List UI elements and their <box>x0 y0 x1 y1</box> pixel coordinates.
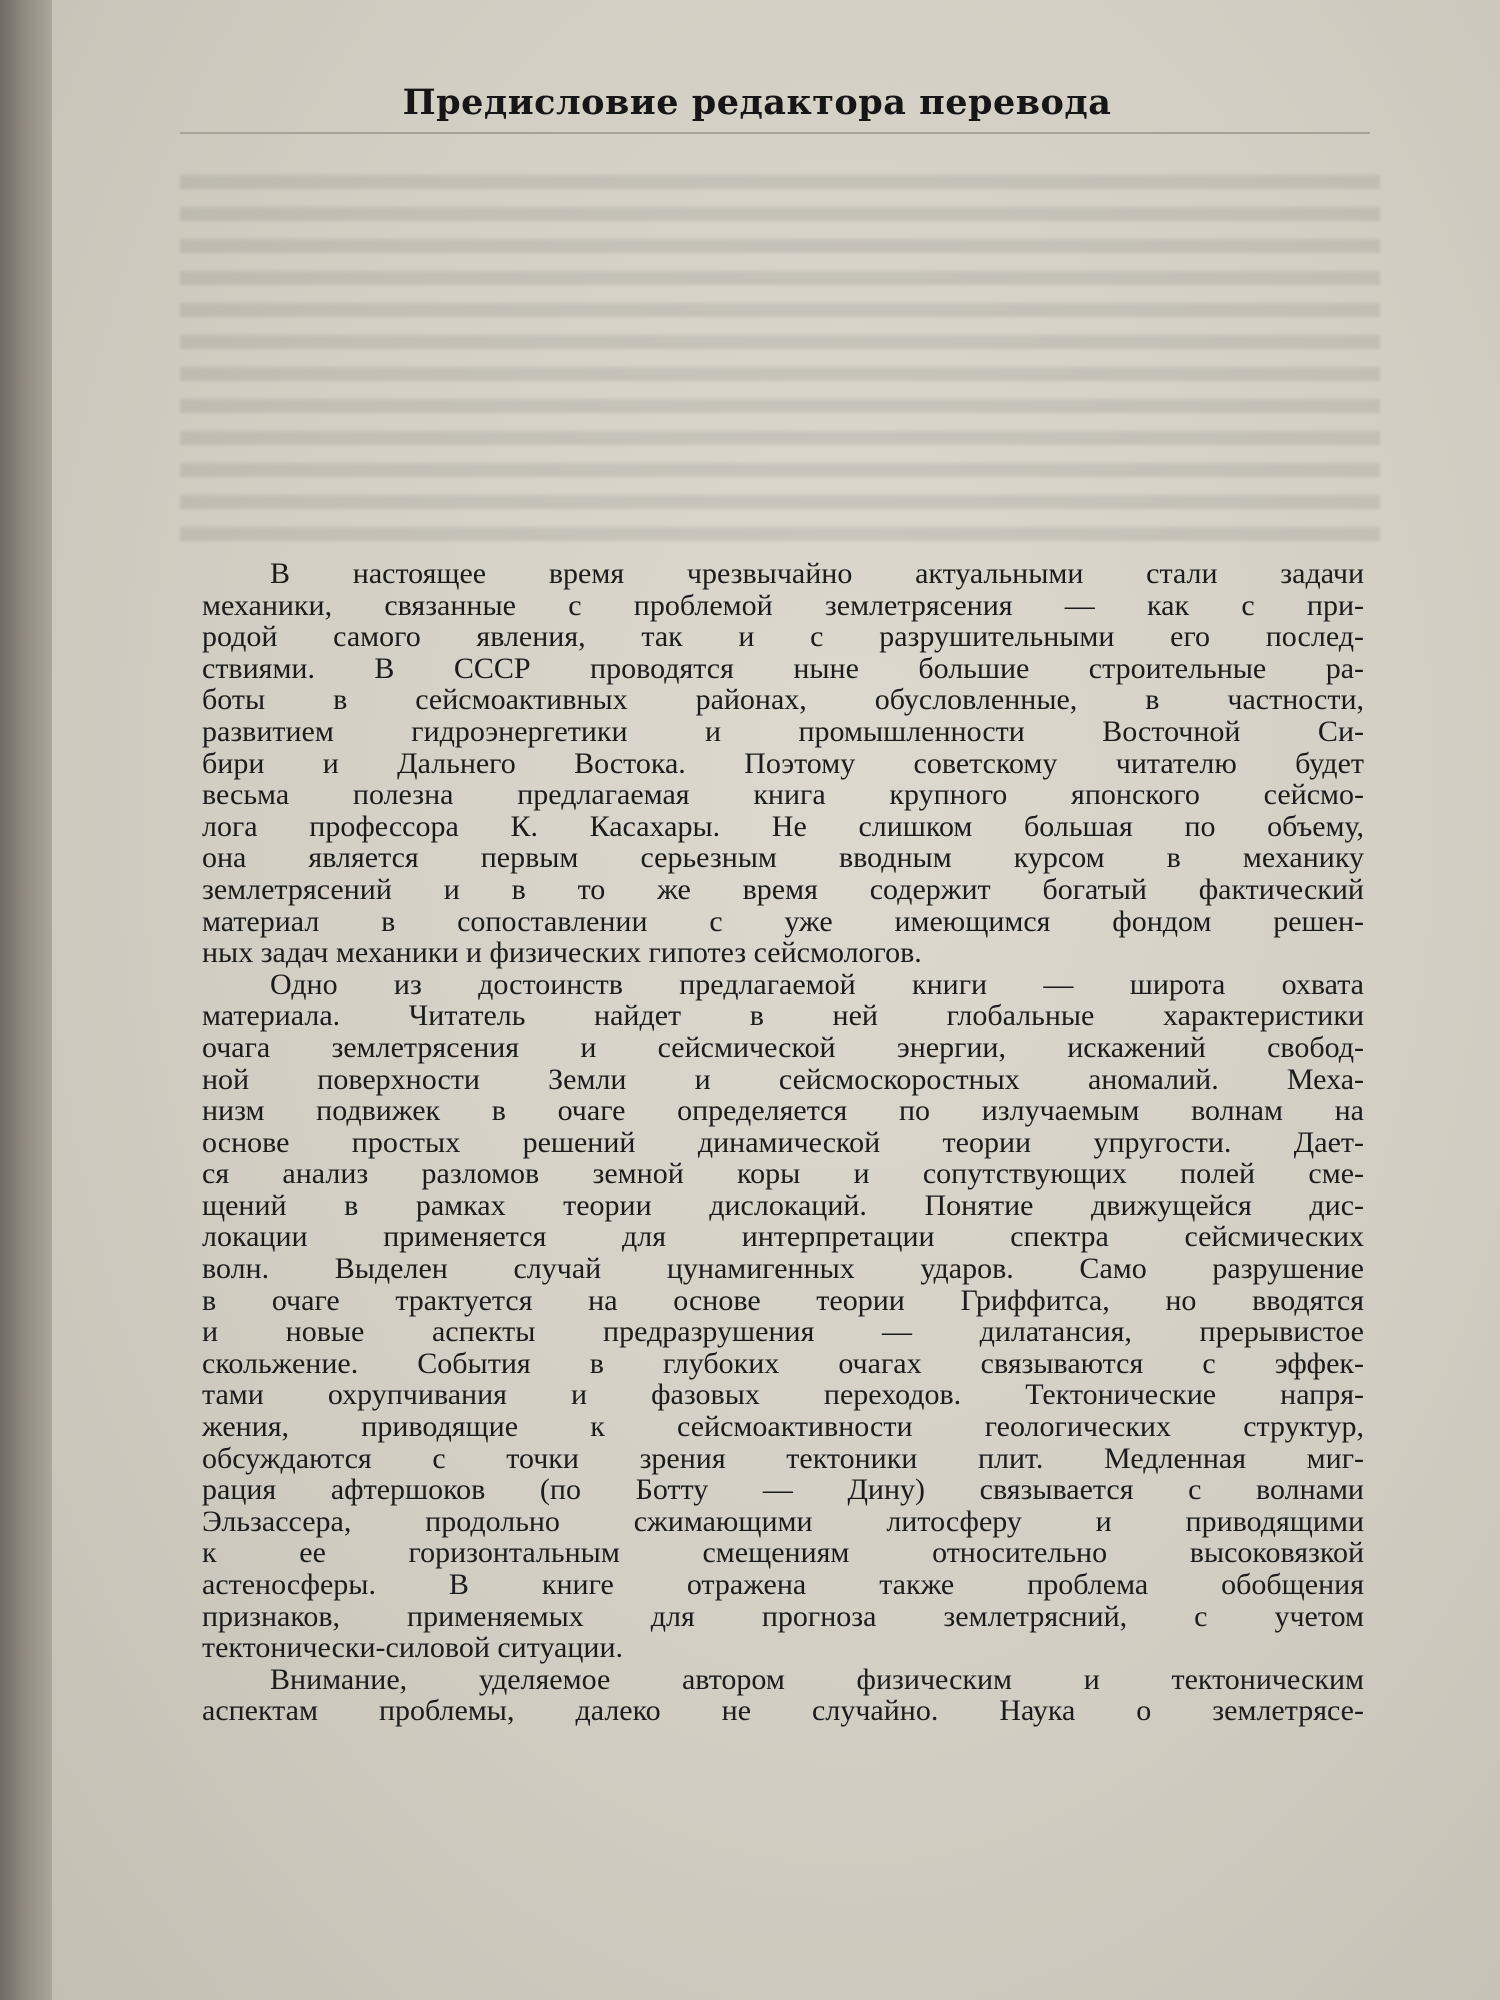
text-line: механики, связанные с проблемой землетрясения — как с при- <box>202 588 1364 622</box>
text-line: низм подвижек в очаге определяется по излучаемым волнам на <box>202 1094 1364 1128</box>
book-page <box>52 0 1500 2000</box>
text-line: ной поверхности Земли и сейсмоскоростных аномалий. Меха- <box>202 1062 1364 1096</box>
text-line: ся анализ разломов земной коры и сопутствующих полей сме- <box>202 1157 1364 1191</box>
text-line: тами охрупчивания и фазовых переходов. Тектонические напря- <box>202 1378 1364 1412</box>
text-line: в очаге трактуется на основе теории Гриффитса, но вводятся <box>202 1283 1364 1317</box>
book-gutter-shadow <box>0 0 60 2000</box>
text-line: тектонически-силовой ситуации. <box>202 1631 624 1665</box>
text-line: признаков, применяемых для прогноза землетрясний, с учетом <box>202 1599 1364 1633</box>
text-line: обсуждаются с точки зрения тектоники плит. Медленная миг- <box>202 1441 1364 1475</box>
text-line: материал в сопоставлении с уже имеющимся фондом решен- <box>202 904 1364 938</box>
text-line: лога профессора К. Касахары. Не слишком большая по объему, <box>202 809 1364 843</box>
paragraph-2 <box>202 969 1364 1664</box>
text-line: В настоящее время чрезвычайно актуальными стали задачи <box>270 557 1364 590</box>
body-text <box>202 558 1364 1727</box>
text-line: родой самого явления, так и с разрушительными его послед- <box>202 620 1364 654</box>
show-through-text <box>180 175 1380 555</box>
text-line: развитием гидроэнергетики и промышленности Восточной Си- <box>202 714 1364 748</box>
text-line: ных задач механики и физических гипотез сейсмологов. <box>202 936 922 970</box>
text-line: скольжение. События в глубоких очагах связываются с эффек- <box>202 1346 1364 1380</box>
text-line: к ее горизонтальным смещениям относительно высоковязкой <box>202 1536 1364 1570</box>
text-line: жения, приводящие к сейсмоактивности геологических структур, <box>202 1410 1364 1444</box>
text-line: Внимание, уделяемое автором физическим и тектоническим <box>270 1662 1364 1696</box>
text-line: и новые аспекты предразрушения — дилатансия, прерывистое <box>202 1315 1364 1349</box>
paragraph-3 <box>202 1664 1364 1727</box>
text-line: основе простых решений динамической теории упругости. Дает- <box>202 1125 1364 1159</box>
text-line: аспектам проблемы, далеко не случайно. Наука о землетрясе- <box>202 1694 1364 1728</box>
text-line: астеносферы. В книге отражена также проблема обобщения <box>202 1568 1364 1601</box>
text-line: Одно из достоинств предлагаемой книги — широта охвата <box>270 967 1364 1001</box>
page-heading: Предисловие редактора перевода <box>402 82 1112 123</box>
heading-rule <box>180 132 1370 134</box>
paragraph-1 <box>202 558 1364 969</box>
text-line: землетрясений и в то же время содержит богатый фактический <box>202 872 1364 906</box>
text-line: локации применяется для интерпретации спектра сейсмических <box>202 1220 1364 1254</box>
text-line: Эльзассера, продольно сжимающими литосферу и приводящими <box>202 1504 1364 1538</box>
text-line: бири и Дальнего Востока. Поэтому советскому читателю будет <box>202 746 1364 780</box>
text-line: боты в сейсмоактивных районах, обусловленные, в частности, <box>202 683 1364 717</box>
text-line: рация афтершоков (по Ботту — Дину) связывается с волнами <box>202 1473 1364 1507</box>
text-line: она является первым серьезным вводным курсом в механику <box>202 841 1364 875</box>
text-line: очага землетрясения и сейсмической энергии, искажений свобод- <box>202 1030 1364 1064</box>
text-line: ствиями. В СССР проводятся ныне большие строительные ра- <box>202 651 1364 685</box>
text-line: материала. Читатель найдет в ней глобальные характеристики <box>202 999 1364 1033</box>
text-line: щений в рамках теории дислокаций. Понятие движущейся дис- <box>202 1188 1364 1222</box>
text-line: волн. Выделен случай цунамигенных ударов. Само разрушение <box>202 1252 1364 1286</box>
text-line: весьма полезна предлагаемая книга крупного японского сейсмо- <box>202 778 1364 812</box>
